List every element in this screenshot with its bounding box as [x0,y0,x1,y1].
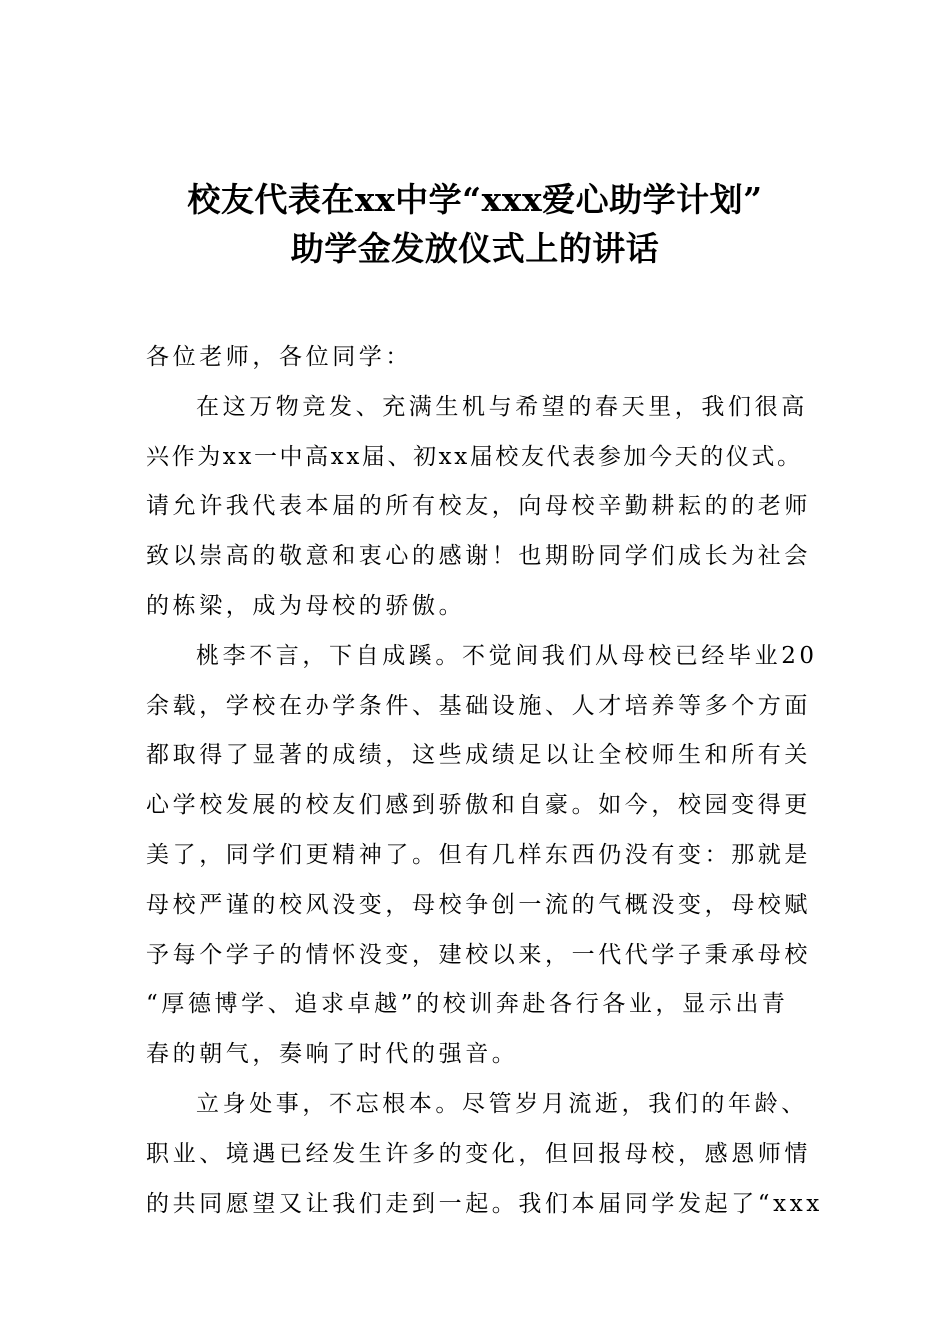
body-line: 余载，学校在办学条件、基础设施、人才培养等多个方面 [146,692,811,719]
body-line: 请允许我代表本届的所有校友，向母校辛勤耕耘的的老师 [146,493,811,520]
body-line: 母校严谨的校风没变，母校争创一流的气概没变，母校赋 [146,891,811,918]
body-line: 立身处事，不忘根本。尽管岁月流逝，我们的年龄、 [196,1090,808,1117]
body-line: 的栋梁，成为母校的骄傲。 [146,592,466,619]
body-line: 美了，同学们更精神了。但有几样东西仍没有变：那就是 [146,841,811,868]
salutation: 各位老师，各位同学： [146,344,412,370]
document-title-line-2: 助学金发放仪式上的讲话 [290,229,660,268]
body-line: 的共同愿望又让我们走到一起。我们本届同学发起了“xxx [146,1190,823,1217]
body-line: 兴作为xx一中高xx届、初xx届校友代表参加今天的仪式。 [146,443,803,470]
body-line: 致以崇高的敬意和衷心的感谢！也期盼同学们成长为社会 [146,543,811,570]
document-title-line-1: 校友代表在xx中学“xxx爱心助学计划” [187,180,763,219]
body-line: 春的朝气，奏响了时代的强音。 [146,1041,519,1068]
body-line: 桃李不言，下自成蹊。不觉间我们从母校已经毕业20 [196,642,818,669]
body-line: 都取得了显著的成绩，这些成绩足以让全校师生和所有关 [146,742,811,769]
body-line: 职业、境遇已经发生许多的变化，但回报母校，感恩师情 [146,1140,811,1167]
body-line: 予每个学子的情怀没变，建校以来，一代代学子秉承母校 [146,941,811,968]
body-line: “厚德博学、追求卓越”的校训奔赴各行各业，显示出青 [146,991,789,1018]
document-body [146,333,823,1229]
body-line: 在这万物竞发、充满生机与希望的春天里，我们很高 [196,393,808,420]
body-line: 心学校发展的校友们感到骄傲和自豪。如今，校园变得更 [146,792,811,819]
